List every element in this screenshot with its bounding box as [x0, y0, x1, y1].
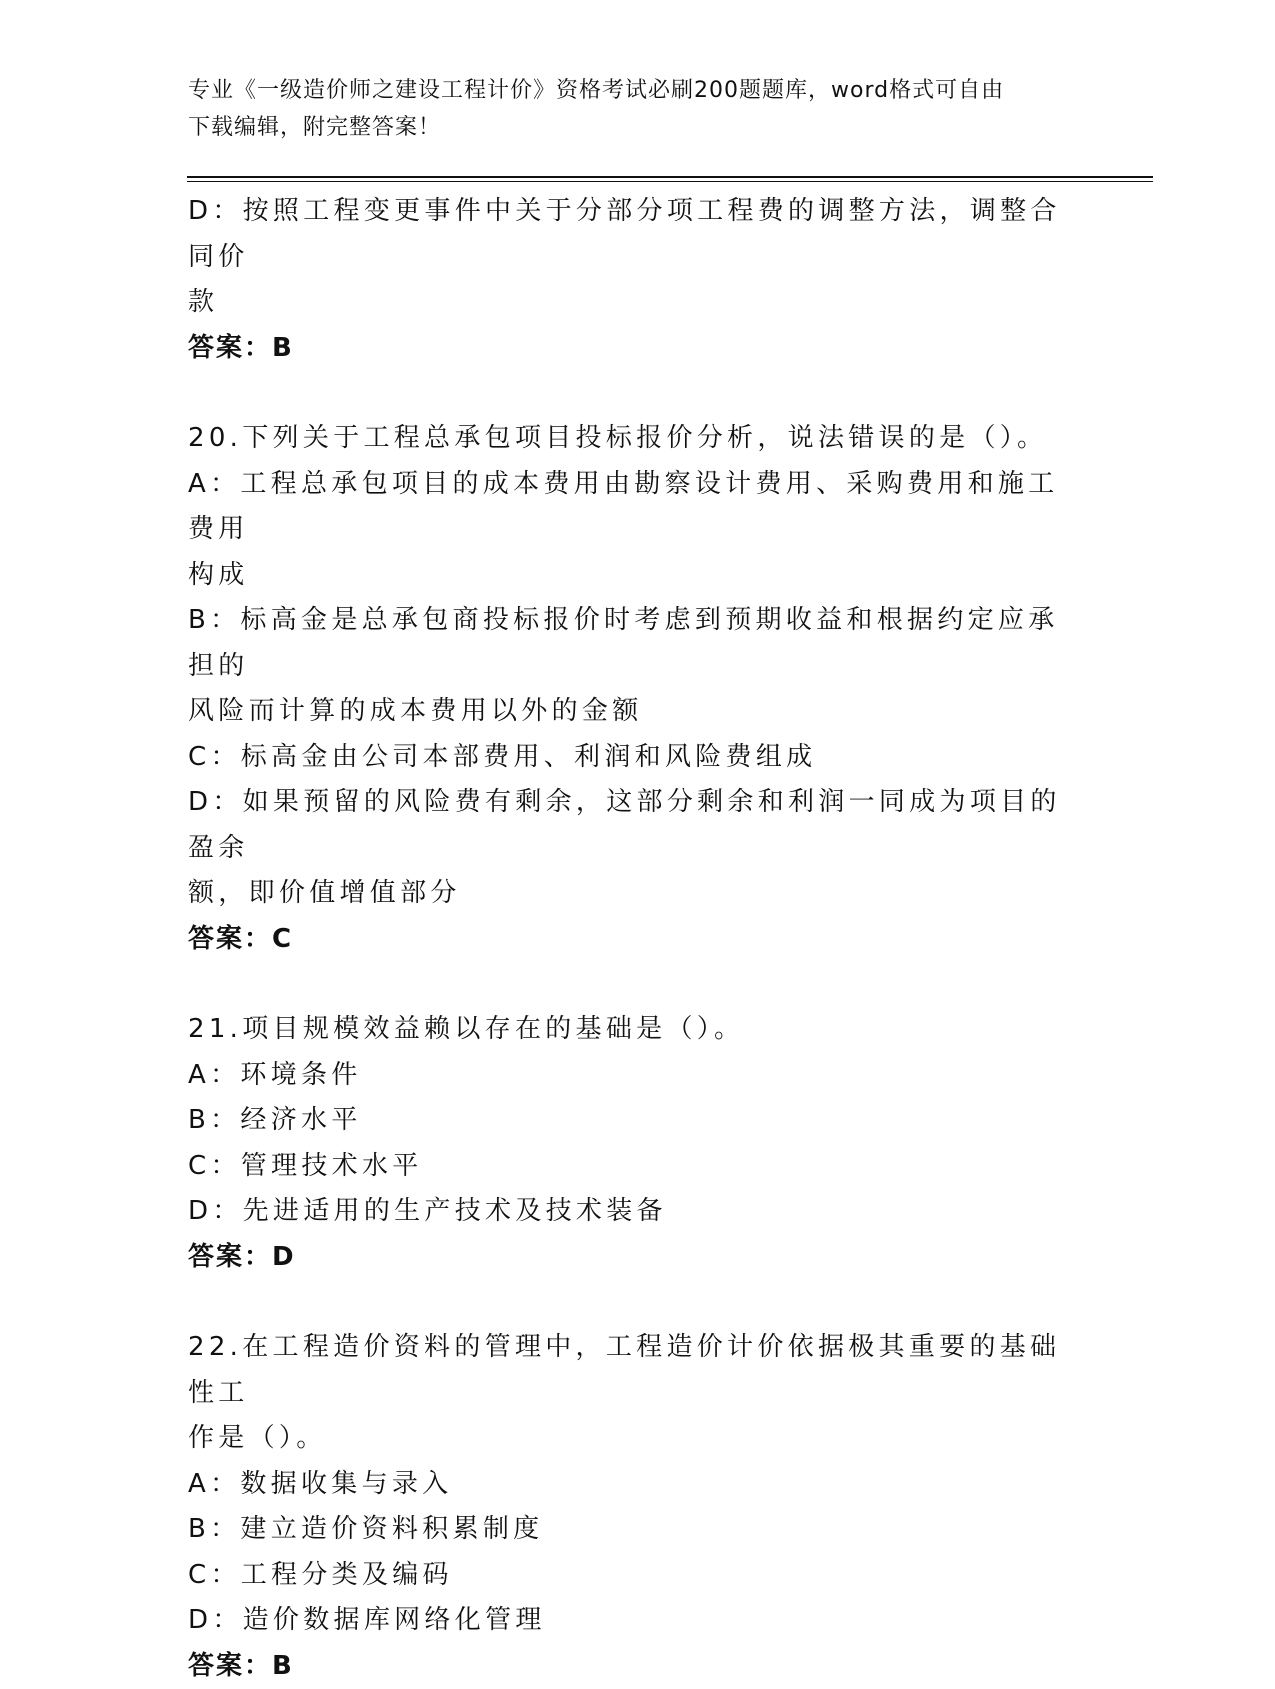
option-line: B：建立造价资料积累制度: [188, 1507, 1068, 1553]
question-stem: 作是（）。: [188, 1416, 1068, 1462]
question-stem: 21.项目规模效益赖以存在的基础是（）。: [188, 1007, 1068, 1053]
question-stem: 20.下列关于工程总承包项目投标报价分析，说法错误的是（）。: [188, 416, 1068, 462]
header-line-2: 下载编辑，附完整答案！: [188, 109, 1068, 146]
question-block: [188, 1007, 1068, 1280]
option-line: 款: [188, 280, 1068, 326]
option-line: B：标高金是总承包商投标报价时考虑到预期收益和根据约定应承担的: [188, 598, 1068, 689]
document-header: [188, 72, 1068, 146]
option-line: D：按照工程变更事件中关于分部分项工程费的调整方法，调整合同价: [188, 189, 1068, 280]
question-content: [188, 189, 1068, 1689]
option-line: A：工程总承包项目的成本费用由勘察设计费用、采购费用和施工费用: [188, 462, 1068, 553]
spacer: [188, 1280, 1068, 1325]
option-line: C：标高金由公司本部费用、利润和风险费组成: [188, 735, 1068, 781]
option-line: B：经济水平: [188, 1098, 1068, 1144]
option-line: A：数据收集与录入: [188, 1462, 1068, 1508]
option-line: D：造价数据库网络化管理: [188, 1598, 1068, 1644]
option-line: 构成: [188, 553, 1068, 599]
header-line-1: 专业《一级造价师之建设工程计价》资格考试必刷200题题库，word格式可自由: [188, 72, 1068, 109]
option-line: A：环境条件: [188, 1053, 1068, 1099]
question-block: [188, 416, 1068, 962]
question-stem: 22.在工程造价资料的管理中，工程造价计价依据极其重要的基础性工: [188, 1325, 1068, 1416]
spacer: [188, 962, 1068, 1007]
answer-line: 答案：B: [188, 1644, 1068, 1689]
answer-line: 答案：D: [188, 1235, 1068, 1281]
option-line: D：先进适用的生产技术及技术装备: [188, 1189, 1068, 1235]
option-line: C：工程分类及编码: [188, 1553, 1068, 1599]
header-rule-thin: [187, 181, 1153, 182]
question-block: [188, 189, 1068, 371]
option-line: 风险而计算的成本费用以外的金额: [188, 689, 1068, 735]
spacer: [188, 371, 1068, 416]
option-line: D：如果预留的风险费有剩余，这部分剩余和利润一同成为项目的盈余: [188, 780, 1068, 871]
answer-line: 答案：B: [188, 326, 1068, 372]
option-line: 额，即价值增值部分: [188, 871, 1068, 917]
option-line: C：管理技术水平: [188, 1144, 1068, 1190]
header-rule-thick: [187, 176, 1153, 178]
answer-line: 答案：C: [188, 917, 1068, 963]
question-block: [188, 1325, 1068, 1689]
